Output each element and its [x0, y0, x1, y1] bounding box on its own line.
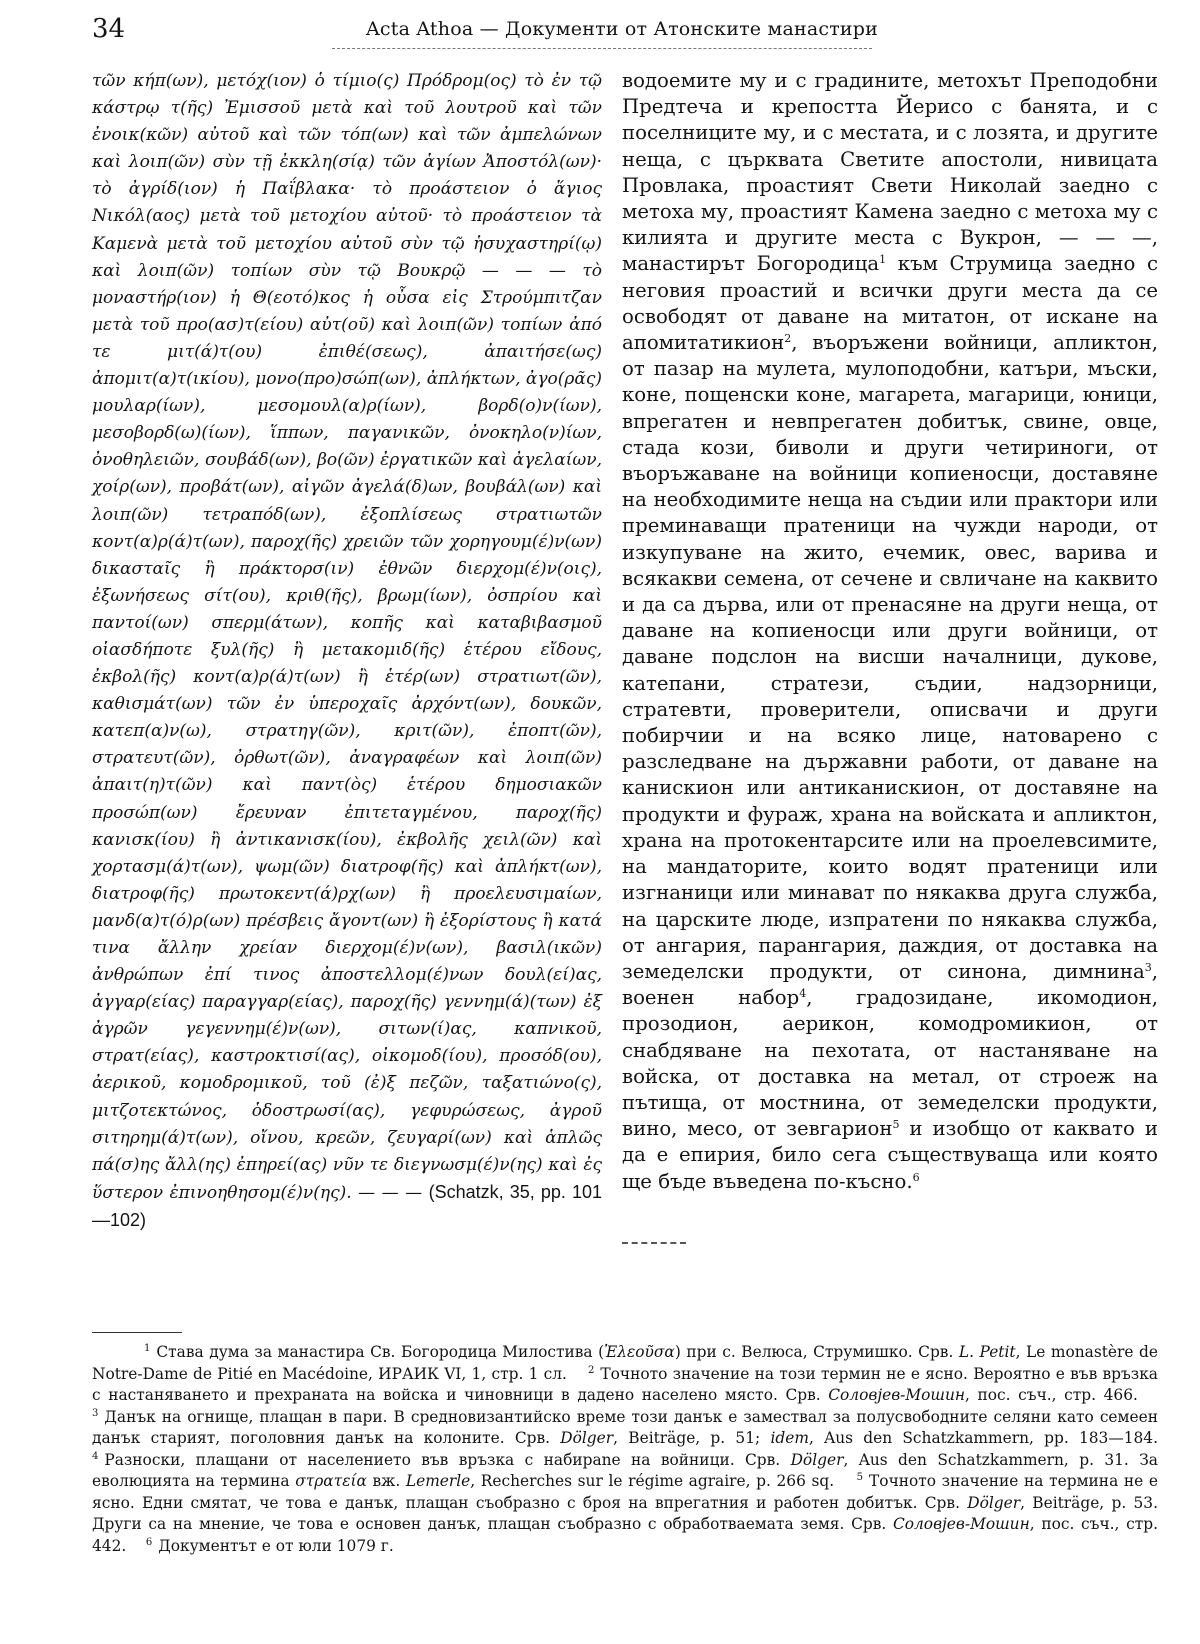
translation-text: , въоръжени войници, апликтон, от пазар на мулета, мулоподобни, катъри, мъски, коне, пощенски коне, магарета, магарици, юници, впрегатен и невпрегатен добитък, свине, овце, стада кози, биволи и други четириноги, от въоръжаване на войници копиеносци, доставяне на необходимите неща на съдии или практори или преминаващи пратеници на чужди народи, от изкупуване на жито, ечемик, овес, варива и всякакви семена, от сечене и свличане на каквито и да са дърва, или от пренасяне на други неща, от даване на копиеносци или други войници, от даване подслон на висши началници, дукове, катепани, стратези, съдии, надзорници, стратевти, проверители, описвачи и други побирчии и на всяко лице, натоварено с разследване на държавни работи, от даване на канискион или антиканискион, от доставяне на продукти и фураж, храна на войската и апликтон, храна на протокентарсите или на проелевсимите, на мандаторите, които водят пратеници или изгнаници или минават по някаква друга служба, на царските люде, изпратени по някаква служба, от ангария, парангария, даждия, от доставка на земеделски продукти, от синона, димнина [622, 331, 1158, 983]
bulgarian-column [622, 68, 1158, 1195]
footnote-ref-4[interactable]: 4 [799, 987, 807, 1001]
footnote-author: idem [770, 1429, 809, 1447]
footnote-rule [92, 1332, 182, 1333]
footnote-text: , Aus den Schatzkammern, pp. 183—184. [808, 1429, 1158, 1447]
footnote-block [92, 1342, 1158, 1557]
footnote-author: Lemerle [405, 1472, 471, 1490]
footnotes [92, 1342, 1158, 1557]
footnote-text: Документът е от юли 1079 г. [158, 1536, 394, 1555]
footnote-number: 2 [587, 1364, 595, 1376]
footnote-text: вж. [366, 1472, 406, 1490]
greek-column [92, 68, 602, 1235]
footnote-text: , Aus den Schatzkammern, p. 31. За еволюцията на термина [92, 1450, 1158, 1490]
greek-passage [92, 68, 602, 1235]
footnote-text: Данък на огнище, плащан в пари. В средновизантийско време този данък е замествал за полусвободните селяни като семеен данък старият, поголовния данък на колоните. Срв. [92, 1407, 1158, 1447]
greek-text: τῶν κήπ(ων), μετόχ(ιον) ὁ τίμιο(ς) Πρόδρομ(ος) τὸ ἐν τῷ κάστρῳ τ(ῆς) Ἐμισσοῦ μετὰ καὶ τοῦ λουτροῦ καὶ τῶν ἐνοικ(κῶν) αὐτοῦ καὶ τῶν τόπ(ων) καὶ τῶν ἀμπελώνων καὶ λοιπ(ῶν) σὺν τῇ ἐκκλη(σίᾳ) τῶν ἁγίων Ἀποστόλ(ων)· τὸ ἀγρίδ(ιον) ἡ Παΐβλακα· τὸ προάστειον ὁ ἅγιος Νικόλ(αος) μετὰ τοῦ μετοχίου αὐτοῦ· τὸ προάστειον τὰ Καμενὰ μετὰ τοῦ μετοχίου αὐτοῦ σὺν τῷ ἡσυχαστηρί(ῳ) καὶ λοιπ(ῶν) τοπίων σὺν τῷ Βουκρῷ — — — τὸ μοναστήρ(ιον) ἡ Θ(εοτό)κος ἡ οὖσα εἰς Στρούμπιτζαν μετὰ τοῦ προ(ασ)τ(είου) αὐτ(οῦ) καὶ λοιπ(ῶν) τοπίων ἀπό τε μιτ(ά)τ(ου) ἐπιθέ(σεως), ἀπαιτήσε(ως) ἀπομιτ(α)τ(ικίου), μονο(προ)σώπ(ων), ἀπλήκτων, ἀγο(ρᾶς) μουλαρ(ίων), μεσομουλ(α)ρ(ίων), βορδ(ο)ν(ίων), μεσοβορδ(ω)(ίων), ἵππων, παγανικῶν, ὀνοκηλο(ν)ίων, ὀνοθηλειῶν, σουβάδ(ων), βο(ῶν) ἐργατικῶν καὶ ἀγελαίων, χοίρ(ων), προβάτ(ων), αἰγῶν ἀγελά(δ)ων, βουβάλ(ων) καὶ λοιπ(ῶν) τετραπόδ(ων), ἐξοπλίσεως στρατιωτῶν κοντ(α)ρ(ά)τ(ων), παροχ(ῆς) χρειῶν τῶν χορηγουμ(έ)ν(ων) δικασταῖς ἢ πράκτορσ(ιν) ἐθνῶν διερχομ(έ)ν(οις), ἐξωνήσεως σίτ(ου), κριθ(ῆς), βρωμ(ίων), ὀσπρίου καὶ παντοί(ων) σπερμ(άτων), κοπῆς καὶ καταβιβασμοῦ οἱασδήποτε ξυλ(ῆς) ἢ μετακομιδ(ῆς) ἑτέρου εἴδους, ἐκβολ(ῆς) κοντ(α)ρ(ά)τ(ων) ἢ ἑτέρ(ων) στρατιωτ(ῶν), καθισμάτ(ων) τῶν ἐν ὑπεροχαῖς ἀρχόντ(ων), δουκῶν, κατεπ(α)ν(ω), στρατηγ(ῶν), κριτ(ῶν), ἐποπτ(ῶν), στρατευτ(ῶν), ὀρθωτ(ῶν), ἀναγραφέων καὶ λοιπ(ῶν) ἀπαιτ(η)τ(ῶν) καὶ παντ(ὸς) ἑτέρου δημοσιακῶν προσώπ(ων) ἔρευναν ἐπιτεταγμένου, παροχ(ῆς) κανισκ(ίου) ἢ ἀντικανισκ(ίου), ἐκβολῆς χειλ(ῶν) καὶ χορτασμ(ά)τ(ων), ψωμ(ῶν) διατροφ(ῆς) καὶ ἀπλήκτ(ων), διατροφ(ῆς) πρωτοκεντ(ά)ρχ(ων) ἢ προελευσιμαίων, μανδ(α)τ(ό)ρ(ων) πρέσβεις ἄγοντ(ων) ἢ ἐξορίστους ἢ κατά τινα ἄλλην χρείαν διερχομ(έ)ν(ων), βασιλ(ικῶν) ἀνθρώπων ἐπί τινος ἀποστελλομ(έ)νων δουλ(εί)ας, ἀγγαρ(είας) παραγγαρ(είας), παροχ(ῆς) γεννημ(ά)(των) ἐξ ἀγρῶν γεγεννημ(έ)ν(ων), σιτων(ί)ας, καπνικοῦ, στρατ(είας), καστροκτισί(ας), οἰκομοδ(ίου), προσόδ(ου), ἀερικοῦ, κομοδρομικοῦ, τοῦ (ἐ)ξ πεζῶν, ταξατιώνο(ς), μιτζοτεκτώνος, ὁδοστρωσί(ας), γεφυρώσεως, ἀγροῦ σιτηρημ(ά)τ(ων), οἴνου, κρεῶν, ζευγαρί(ων) καὶ ἁπλῶς πά(σ)ης ἄλλ(ης) ἐπηρεί(ας) νῦν τε διεγνωσμ(έ)ν(ης) καὶ ἐς ὕστερον ἐπινοηθησομ(έ)ν(ης). — — — [92, 71, 603, 1203]
footnote-text: , Beiträge, p. 53. Други са на мнение, че това е основен данък, плащан съобразно с обработваемата земя. Срв. [92, 1493, 1158, 1533]
footnote-number: 3 [92, 1407, 99, 1419]
footnote-greek: στρατεία [295, 1472, 367, 1490]
footnote-text: , Beiträge, p. 51; [613, 1429, 771, 1447]
footnote-number: 4 [92, 1450, 99, 1462]
translation-text: към Струмица заедно с неговия проастий и всички други места да се освободят от даване на митатон, от искане на апомитатикион [622, 252, 1158, 355]
footnote-author: Dölger [790, 1450, 844, 1469]
footnote-number: 5 [856, 1472, 864, 1483]
bulgarian-translation [622, 68, 1158, 1195]
header-rule [332, 48, 872, 49]
running-title: Acta Athoa — Документи от Атонските манастири [365, 18, 879, 40]
footnote-text: Точното значение на термина не е ясно. Едни смятат, че това е данък, плащан съобразно с броя на впрегатния и работен добитък. Срв. [92, 1472, 1158, 1512]
footnote-ref-6[interactable]: 6 [912, 1170, 920, 1184]
footnote-author: L. Petit [958, 1343, 1016, 1361]
footnote-text: ) при с. Велюса, Струмишко. Срв. [674, 1343, 959, 1361]
footnote-text: , Recherches sur le régime agraire, p. 266 sq. [470, 1472, 835, 1490]
footnote-text: , пос. съч., стр. 442. [92, 1515, 1158, 1555]
footnote-number: 1 [144, 1343, 151, 1354]
footnote-greek: Ἐλεοῦσα [604, 1343, 675, 1361]
translation-text: и изобщо от каквато и да е епирия, било сега съществуваща или която ще бъде въведена по-късно. [622, 1117, 1158, 1193]
footnote-ref-3[interactable]: 3 [1144, 960, 1152, 974]
end-dash-rule [622, 1242, 686, 1244]
page-header [92, 14, 1152, 50]
footnote-ref-2[interactable]: 2 [784, 332, 792, 346]
footnote-author: Dölger [560, 1429, 614, 1447]
footnote-text: , пос. съч., стр. 466. [965, 1386, 1138, 1404]
page-number: 34 [92, 14, 126, 44]
translation-text: , военен набор [622, 959, 1158, 1010]
footnote-author: Соловјев-Мошин [892, 1515, 1030, 1533]
footnote-text: , Le monastère de Notre-Dame de Pitié en Macédoine, ИРАИК VI, 1, стр. 1 сл. [92, 1343, 1158, 1383]
footnote-number: 6 [145, 1536, 153, 1548]
footnote-ref-1[interactable]: 1 [879, 253, 887, 267]
footnote-author: Соловјев-Мошин [828, 1386, 966, 1404]
translation-text: , градозидане, икомодион, прозодион, аерикон, комодромикион, от снабдяване на пехотата, от настаняване на войска, от доставка на метал, от строеж на пътища, от мостнина, от земеделски продукти, вино, месо, от зевгарион [622, 986, 1158, 1141]
footnote-author: Dölger [967, 1493, 1021, 1512]
source-citation: (Schatzk, 35, pp. 101—102) [92, 1181, 602, 1230]
footnote-text: Разноски, плащани от населението във връзка с набирane на войници. Срв. [104, 1450, 791, 1469]
footnote-text: Става дума за манастира Св. Богородица Милостива ( [156, 1343, 605, 1361]
footnote-text: Точното значение на този термин не е ясно. Вероятно е във връзка с настаняването и прехраната на войска и чиновници в дадено населено място. Срв. [92, 1364, 1158, 1404]
translation-text: водоемите му и с градините, метохът Преподобни Предтеча и крепостта Йерисо с банята, и с поселниците му, и с местата, и с лозята, и другите неща, с църквата Светите апостоли, нивицата Провлака, проастият Свети Николай заедно с метоха му, проастият Камена заедно с метоха му с килията и другите места с Вукрон, — — —, манастирът Богородица [622, 69, 1158, 276]
footnote-ref-5[interactable]: 5 [892, 1118, 900, 1132]
